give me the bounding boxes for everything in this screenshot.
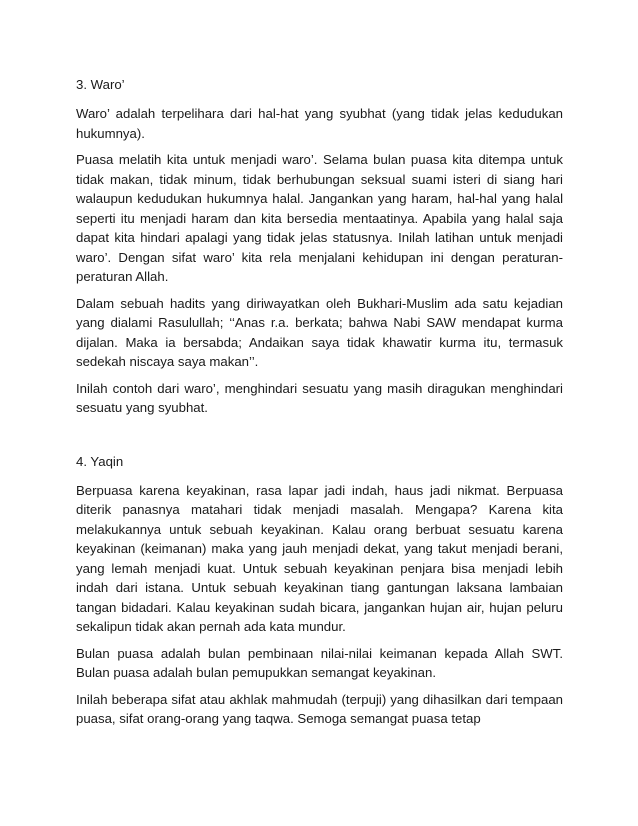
section-heading-yaqin: 4. Yaqin [76, 453, 124, 469]
paragraph-waro-example: Inilah contoh dari waro’, menghindari sesuatu yang masih diragukan menghindari sesuatu yang syubhat. [76, 380, 563, 415]
paragraph-waro-hadith: Dalam sebuah hadits yang diriwayatkan oleh Bukhari-Muslim ada satu kejadian yang dialami Rasulullah; ‘‘Anas r.a. berkata; bahwa Nabi SAW mendapat kurma dijalan. Maka ia bersabda; Andaikan saya tidak khawatir kurma itu, termasuk sedekah niscaya saya makan’’. [76, 295, 563, 369]
paragraph-yaqin-month: Bulan puasa adalah bulan pembinaan nilai-nilai keimanan kepada Allah SWT. Bulan puasa adalah bulan pemupukkan semangat keyakinan. [76, 645, 563, 680]
paragraph-yaqin-closing: Inilah beberapa sifat atau akhlak mahmudah (terpuji) yang dihasilkan dari tempaan puasa, sifat orang-orang yang taqwa. Semoga semangat puasa tetap [76, 691, 563, 726]
paragraph-waro-definition: Waro’ adalah terpelihara dari hal-hat yang syubhat (yang tidak jelas kedudukan hukumnya). [76, 106, 563, 141]
paragraph-waro-training: Puasa melatih kita untuk menjadi waro’. Selama bulan puasa kita ditempa untuk tidak makan, tidak minum, tidak berhubungan seksual suami isteri di siang hari walaupun kedudukan hukumnya halal. Jangankan yang haram, hal-hal yang halal seperti itu menjadi haram dan kita bersedia mentaatinya. Apabila yang halal saja dapat kita hindari apalagi yang tidak jelas statusnya. Inilah latihan untuk menjadi waro’. Dengan sifat waro’ kita rela menjalani kehidupan ini dengan peraturan-peraturan Allah. [76, 152, 563, 284]
section-gap [76, 425, 563, 452]
section-heading-waro: 3. Waro’ [76, 77, 125, 92]
paragraph-yaqin-belief: Berpuasa karena keyakinan, rasa lapar jadi indah, haus jadi nikmat. Berpuasa diterik panasnya matahari tidak menjadi masalah. Mengapa? Karena kita melakukannya untuk sebuah keyakinan. Kalau orang berbuat sesuatu karena keyakinan (keimanan) maka yang jauh menjadi dekat, yang takut menjadi berani, yang lemah menjadi kuat. Untuk sebuah keyakinan penjara bisa menjadi lebih indah dari istana. Untuk sebuah keyakinan tiang gantungan laksana lambaian tangan bidadari. Kalau keyakinan sudah bicara, jangankan hujan air, hujan peluru sekalipun tidak akan pernah ada kata mundur. [76, 482, 563, 634]
